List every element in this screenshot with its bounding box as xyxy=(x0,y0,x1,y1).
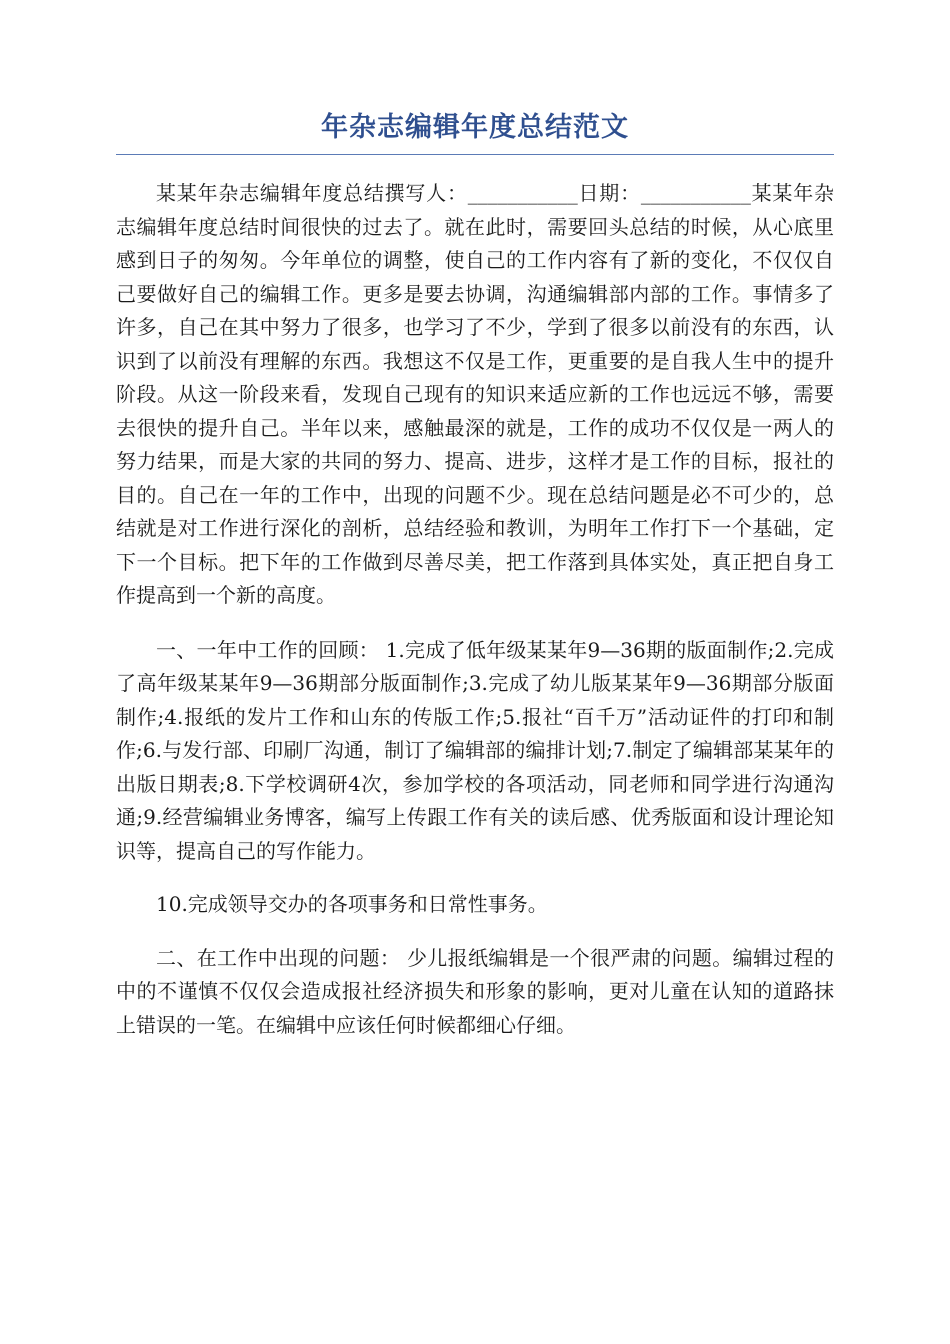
document-page xyxy=(116,108,834,1062)
page-title: 年杂志编辑年度总结范文 xyxy=(321,112,629,143)
paragraph-problems: 二、在工作中出现的问题： 少儿报纸编辑是一个很严肃的问题。编辑过程的中的不谨慎不仅仅会造成报社经济损失和形象的影响，更对儿童在认知的道路抹上错误的一笔。在编辑中应该任何时候都细心仔细。 xyxy=(116,945,834,1037)
paragraph-item-10: 10.完成领导交办的各项事务和日常性事务。 xyxy=(156,892,548,916)
paragraph-intro: 某某年杂志编辑年度总结撰写人：___________日期：___________某某年杂志编辑年度总结时间很快的过去了。就在此时，需要回头总结的时候，从心底里感到日子的匆匆。今年单位的调整，使自己的工作内容有了新的变化，不仅仅自己要做好自己的编辑工作。更多是要去协调，沟通编辑部内部的工作。事情多了许多，自己在其中努力了很多，也学习了不少，学到了很多以前没有的东西，认识到了以前没有理解的东西。我想这不仅是工作，更重要的是自我人生中的提升阶段。从这一阶段来看，发现自己现有的知识来适应新的工作也远远不够，需要去很快的提升自己。半年以来，感触最深的就是，工作的成功不仅仅是一两人的努力结果，而是大家的共同的努力、提高、进步，这样才是工作的目标，报社的目的。自己在一年的工作中，出现的问题不少。现在总结问题是必不可少的，总结就是对工作进行深化的剖析，总结经验和教训，为明年工作打下一个基础，定下一个目标。把下年的工作做到尽善尽美，把工作落到具体实处，真正把自身工作提高到一个新的高度。 xyxy=(116,181,834,607)
title-underline xyxy=(116,154,834,155)
paragraph-work-review: 一、一年中工作的回顾： 1.完成了低年级某某年9—36期的版面制作;2.完成了高年级某某年9—36期部分版面制作;3.完成了幼儿版某某年9—36期部分版面制作;4.报纸的发片工作和山东的传版工作;5.报社“百千万”活动证件的打印和制作;6.与发行部、印刷厂沟通，制订了编辑部的编排计划;7.制定了编辑部某某年的出版日期表;8.下学校调研4次，参加学校的各项活动，同老师和同学进行沟通沟通;9.经营编辑业务博客，编写上传跟工作有关的读后感、优秀版面和设计理论知识等，提高自己的写作能力。 xyxy=(116,637,834,863)
